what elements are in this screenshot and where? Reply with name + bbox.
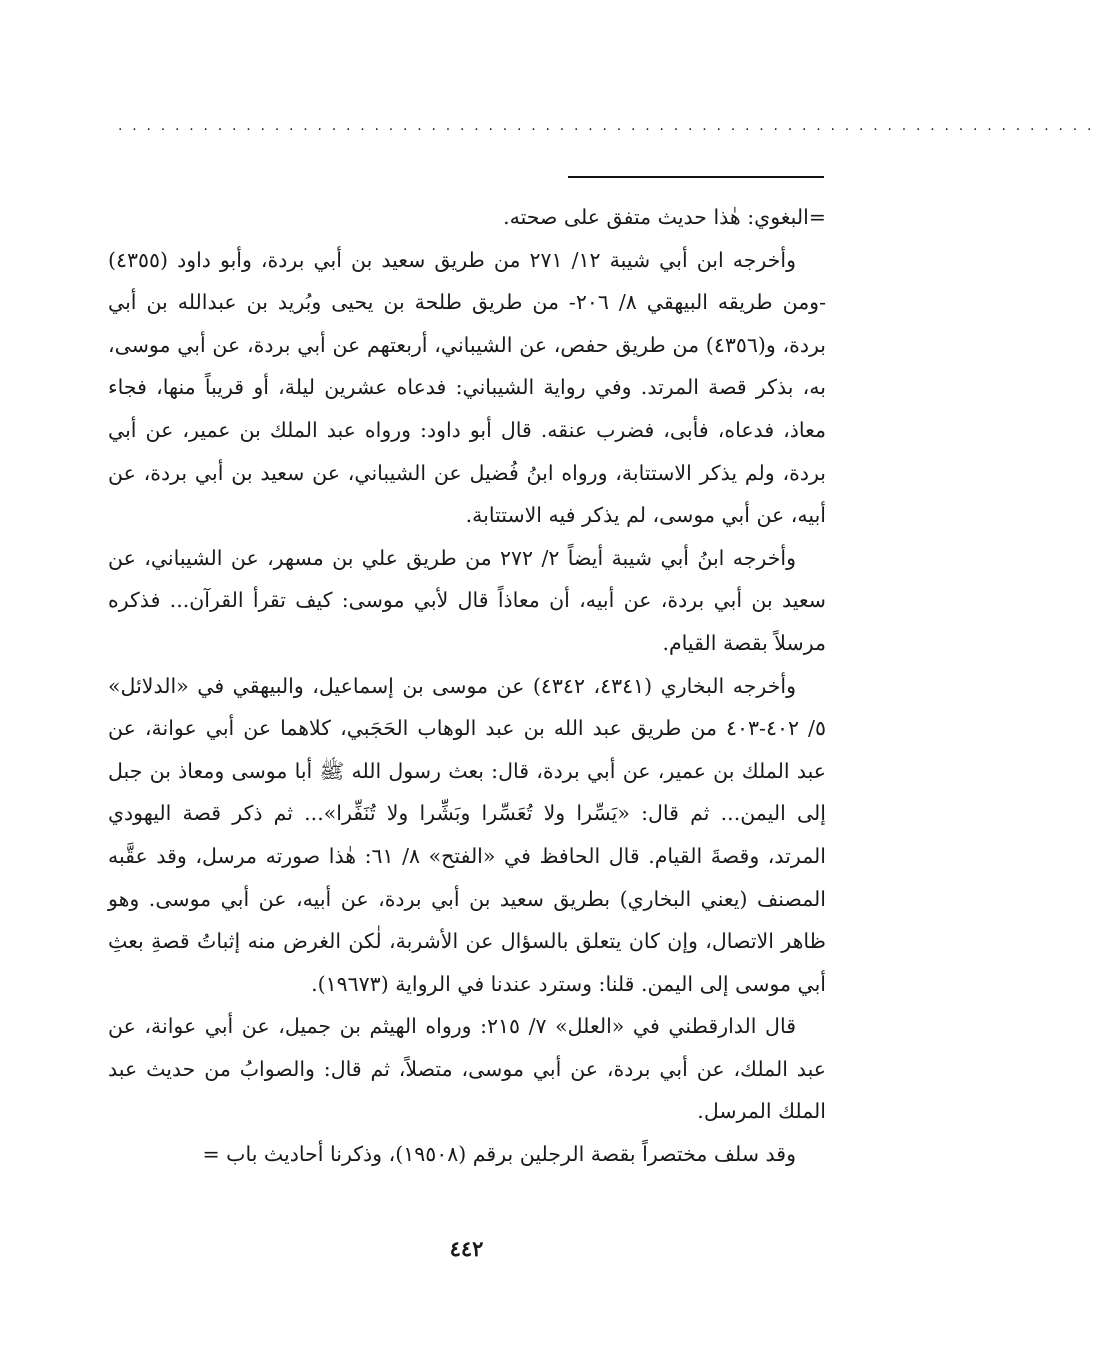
dotted-separator: ..................................................................... <box>118 118 1101 134</box>
footnote-rule <box>568 176 824 178</box>
footnote-paragraph-3: وأخرجه ابنُ أبي شيبة أيضاً ٢/ ٢٧٢ من طريق علي بن مسهر، عن الشيباني، عن سعيد بن أبي بردة، عن أبيه، أن معاذاً قال لأبي موسى: كيف تقرأ القرآن... فذكره مرسلاً بقصة القيام. <box>108 545 826 655</box>
footnote-paragraph-5: قال الدارقطني في «العلل» ٧/ ٢١٥: ورواه الهيثم بن جميل، عن أبي عوانة، عن عبد الملك، عن أبي بردة، عن أبي موسى، متصلاً، ثم قال: والصوابُ من حديث عبد الملك المرسل. <box>108 1014 826 1124</box>
footnote-paragraph-1: =البغوي: هٰذا حديث متفق على صحته. <box>503 205 826 229</box>
footnote-text <box>108 196 826 1176</box>
footnote-paragraph-2: وأخرجه ابن أبي شيبة ١٢/ ٢٧١ من طريق سعيد بن أبي بردة، وأبو داود (٤٣٥٥) -ومن طريقه البيهقي ٨/ ٢٠٦- من طريق طلحة بن يحيى وبُريد بن عبدالله بن أبي بردة، و(٤٣٥٦) من طريق حفص، عن الشيباني، أربعتهم عن أبي بردة، عن أبي موسى، به، بذكر قصة المرتد. وفي رواية الشيباني: فدعاه عشرين ليلة، أو قريباً منها، فجاء معاذ، فدعاه، فأبى، فضرب عنقه. قال أبو داود: ورواه عبد الملك بن عمير، عن أبي بردة، ولم يذكر الاستتابة، ورواه ابنُ فُضيل عن الشيباني، عن سعيد بن أبي بردة، عن أبيه، عن أبي موسى، لم يذكر فيه الاستتابة. <box>108 247 827 528</box>
footnote-paragraph-6: وقد سلف مختصراً بقصة الرجلين برقم (١٩٥٠٨)، وذكرنا أحاديث باب = <box>202 1142 796 1167</box>
page-number: ٤٤٢ <box>449 1236 484 1261</box>
footnote-paragraph-4: وأخرجه البخاري (٤٣٤١، ٤٣٤٢) عن موسى بن إسماعيل، والبيهقي في «الدلائل» ٥/ ٤٠٢-٤٠٣ من طريق عبد الله بن عبد الوهاب الحَجَبي، كلاهما عن أبي عوانة، عن عبد الملك بن عمير، عن أبي بردة، قال: بعث رسول الله ﷺ أبا موسى ومعاذ بن جبل إلى اليمن... ثم قال: «يَسِّرا ولا تُعَسِّرا وبَشِّرا ولا تُنَفِّرا»... ثم ذكر قصة اليهودي المرتد، وقصةَ القيام. قال الحافظ في «الفتح» ٨/ ٦١: هٰذا صورته مرسل، وقد عقَّبه المصنف (يعني البخاري) بطريق سعيد بن أبي بردة، عن أبيه، عن أبي موسى. وهو ظاهر الاتصال، وإن كان يتعلق بالسؤال عن الأشربة، لٰكن الغرض منه إثباتُ قصةِ بعثِ أبي موسى إلى اليمن. قلنا: وسترد عندنا في الرواية (١٩٦٧٣). <box>108 673 826 996</box>
